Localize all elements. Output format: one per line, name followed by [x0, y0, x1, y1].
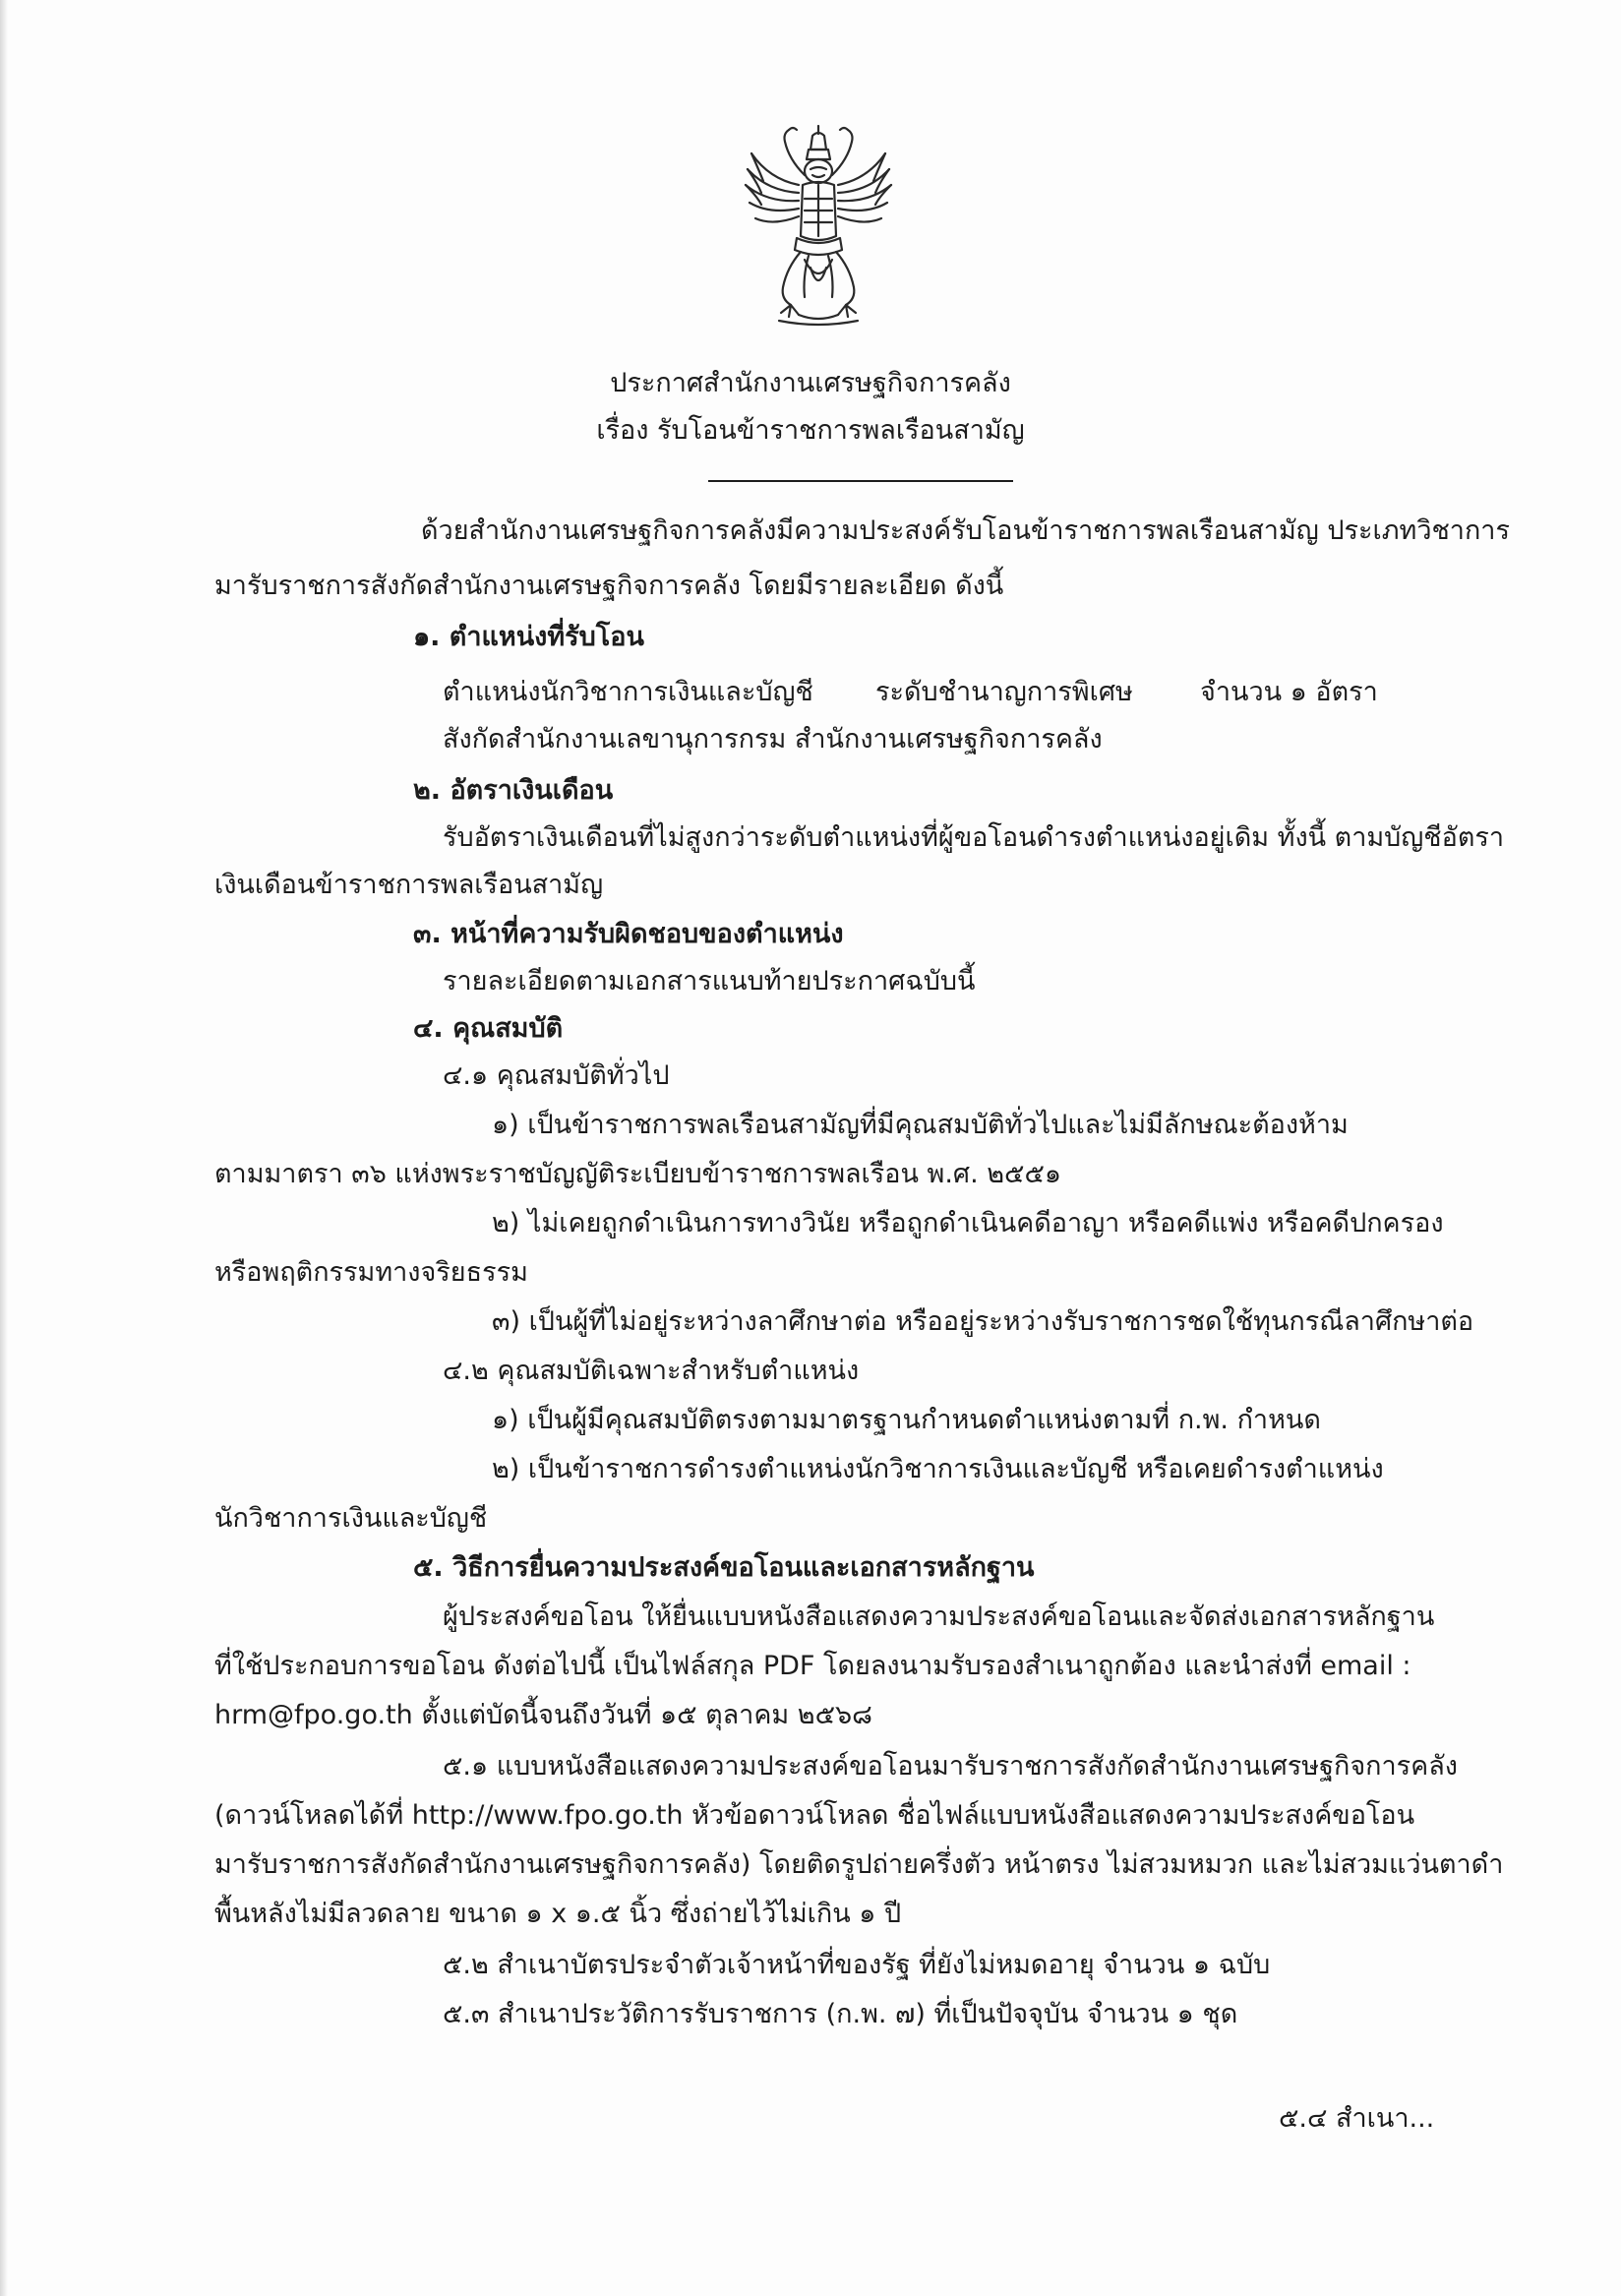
section5-item1-c: มารับราชการสังกัดสำนักงานเศรษฐกิจการคลัง) โดยติดรูปถ่ายครึ่งตัว หน้าตรง ไม่สวมหมวก และไม่สวมแว่นตาดำ — [214, 1849, 1504, 1880]
section4-sub1-item1-b: ตามมาตรา ๓๖ แห่งพระราชบัญญัติระเบียบข้าราชการพลเรือน พ.ศ. ๒๕๕๑ — [214, 1159, 1062, 1189]
intro-line1: ด้วยสำนักงานเศรษฐกิจการคลังมีความประสงค์รับโอนข้าราชการพลเรือนสามัญ ประเภทวิชาการ — [421, 515, 1510, 546]
section4-sub2: ๔.๒ คุณสมบัติเฉพาะสำหรับตำแหน่ง — [443, 1356, 860, 1386]
garuda-emblem-icon — [740, 120, 897, 332]
section2-line2: เงินเดือนข้าราชการพลเรือนสามัญ — [214, 870, 604, 900]
section2-heading: ๒. อัตราเงินเดือน — [413, 775, 614, 806]
section5-item1-d: พื้นหลังไม่มีลวดลาย ขนาด ๑ x ๑.๕ นิ้ว ซึ่งถ่ายไว้ไม่เกิน ๑ ปี — [214, 1899, 902, 1929]
section2-line1: รับอัตราเงินเดือนที่ไม่สูงกว่าระดับตำแหน่งที่ผู้ขอโอนดำรงตำแหน่งอยู่เดิม ทั้งนี้ ตามบัญชีอัตรา — [443, 822, 1505, 853]
section1-position: ตำแหน่งนักวิชาการเงินและบัญชี — [443, 677, 813, 707]
section4-sub1-item2-b: หรือพฤติกรรมทางจริยธรรม — [214, 1257, 528, 1288]
section1-level: ระดับชำนาญการพิเศษ — [875, 677, 1133, 707]
section4-sub2-item2-a: ๒) เป็นข้าราชการดำรงตำแหน่งนักวิชาการเงินและบัญชี หรือเคยดำรงตำแหน่ง — [492, 1454, 1384, 1484]
document-title-line1: ประกาศสำนักงานเศรษฐกิจการคลัง — [610, 368, 1011, 398]
page-continuation-note: ๕.๔ สำเนา... — [1279, 2103, 1435, 2134]
section1-affiliation: สังกัดสำนักงานเลขานุการกรม สำนักงานเศรษฐกิจการคลัง — [443, 724, 1103, 755]
section4-sub2-item1: ๑) เป็นผู้มีคุณสมบัติตรงตามมาตรฐานกำหนดตำแหน่งตามที่ ก.พ. กำหนด — [492, 1405, 1321, 1435]
section5-item1-a: ๕.๑ แบบหนังสือแสดงความประสงค์ขอโอนมารับราชการสังกัดสำนักงานเศรษฐกิจการคลัง — [443, 1751, 1458, 1782]
section3-heading: ๓. หน้าที่ความรับผิดชอบของตำแหน่ง — [413, 919, 844, 949]
section5-para-line1: ผู้ประสงค์ขอโอน ให้ยื่นแบบหนังสือแสดงความประสงค์ขอโอนและจัดส่งเอกสารหลักฐาน — [443, 1601, 1435, 1632]
section4-heading: ๔. คุณสมบัติ — [413, 1013, 564, 1044]
section3-line1: รายละเอียดตามเอกสารแนบท้ายประกาศฉบับนี้ — [443, 966, 976, 997]
page-edge-shadow — [0, 0, 8, 2296]
section1-count: จำนวน ๑ อัตรา — [1200, 677, 1378, 707]
document-title-line2: เรื่อง รับโอนข้าราชการพลเรือนสามัญ — [596, 415, 1025, 446]
section4-sub1-item3: ๓) เป็นผู้ที่ไม่อยู่ระหว่างลาศึกษาต่อ หรืออยู่ระหว่างรับราชการชดใช้ทุนกรณีลาศึกษาต่อ — [492, 1306, 1474, 1337]
title-divider — [708, 480, 1013, 482]
section5-heading: ๕. วิธีการยื่นความประสงค์ขอโอนและเอกสารหลักฐาน — [413, 1552, 1035, 1583]
section5-item3: ๕.๓ สำเนาประวัติการรับราชการ (ก.พ. ๗) ที่เป็นปัจจุบัน จำนวน ๑ ชุด — [443, 1999, 1238, 2029]
section4-sub1-item2-a: ๒) ไม่เคยถูกดำเนินการทางวินัย หรือถูกดำเนินคดีอาญา หรือคดีแพ่ง หรือคดีปกครอง — [492, 1208, 1444, 1239]
section5-para-line2: ที่ใช้ประกอบการขอโอน ดังต่อไปนี้ เป็นไฟล์สกุล PDF โดยลงนามรับรองสำเนาถูกต้อง และนำส่งที่ email : — [214, 1651, 1411, 1681]
section4-sub2-item2-b: นักวิชาการเงินและบัญชี — [214, 1503, 488, 1534]
section4-sub1-item1-a: ๑) เป็นข้าราชการพลเรือนสามัญที่มีคุณสมบัติทั่วไปและไม่มีลักษณะต้องห้าม — [492, 1110, 1349, 1140]
section4-sub1: ๔.๑ คุณสมบัติทั่วไป — [443, 1060, 670, 1091]
section5-item1-b: (ดาวน์โหลดได้ที่ http://www.fpo.go.th หัวข้อดาวน์โหลด ชื่อไฟล์แบบหนังสือแสดงความประสงค์ขอโอน — [214, 1800, 1415, 1831]
intro-line2: มารับราชการสังกัดสำนักงานเศรษฐกิจการคลัง โดยมีรายละเอียด ดังนี้ — [214, 571, 1004, 601]
section5-item2: ๕.๒ สำเนาบัตรประจำตัวเจ้าหน้าที่ของรัฐ ที่ยังไม่หมดอายุ จำนวน ๑ ฉบับ — [443, 1950, 1271, 1980]
section1-heading: ๑. ตำแหน่งที่รับโอน — [413, 622, 644, 652]
section5-para-line3: hrm@fpo.go.th ตั้งแต่บัดนี้จนถึงวันที่ ๑๕ ตุลาคม ๒๕๖๘ — [214, 1700, 872, 1730]
